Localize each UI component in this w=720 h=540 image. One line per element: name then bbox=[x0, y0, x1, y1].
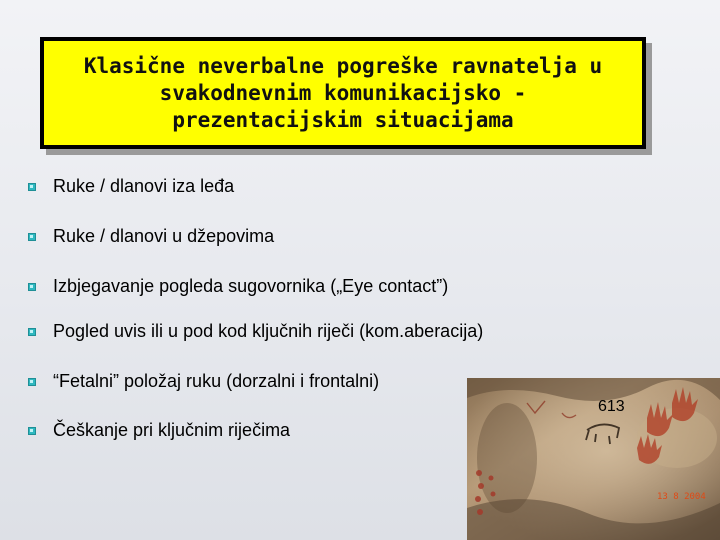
bullet-text: “Fetalni” položaj ruku (dorzalni i frontalni) bbox=[53, 371, 380, 391]
bullet-item bbox=[28, 321, 483, 342]
square-bullet-icon bbox=[28, 283, 36, 291]
bullet-item bbox=[28, 371, 379, 392]
title-box bbox=[40, 37, 646, 149]
cave-painting-image bbox=[467, 378, 720, 540]
bullet-item bbox=[28, 276, 448, 297]
bullet-text: Ruke / dlanovi iza leđa bbox=[53, 176, 235, 196]
bullet-item bbox=[28, 226, 274, 247]
bullet-text: Češkanje pri ključnim riječima bbox=[53, 420, 291, 440]
image-date-stamp: 13 8 2004 bbox=[657, 492, 706, 502]
square-bullet-icon bbox=[28, 183, 36, 191]
square-bullet-icon bbox=[28, 328, 36, 336]
bullet-text: Ruke / dlanovi u džepovima bbox=[53, 226, 275, 246]
slide-title: Klasične neverbalne pogreške ravnatelja u svakodnevnim komunikacijsko - prezentacijskim situacijama bbox=[83, 53, 603, 132]
bullet-text: Pogled uvis ili u pod kod ključnih riječi (kom.aberacija) bbox=[53, 321, 484, 341]
bullet-item bbox=[28, 176, 234, 197]
square-bullet-icon bbox=[28, 427, 36, 435]
image-number-label: 613 bbox=[598, 398, 625, 415]
square-bullet-icon bbox=[28, 378, 36, 386]
bullet-text: Izbjegavanje pogleda sugovornika („Eye contact”) bbox=[53, 276, 449, 296]
bullet-item bbox=[28, 420, 290, 441]
square-bullet-icon bbox=[28, 233, 36, 241]
